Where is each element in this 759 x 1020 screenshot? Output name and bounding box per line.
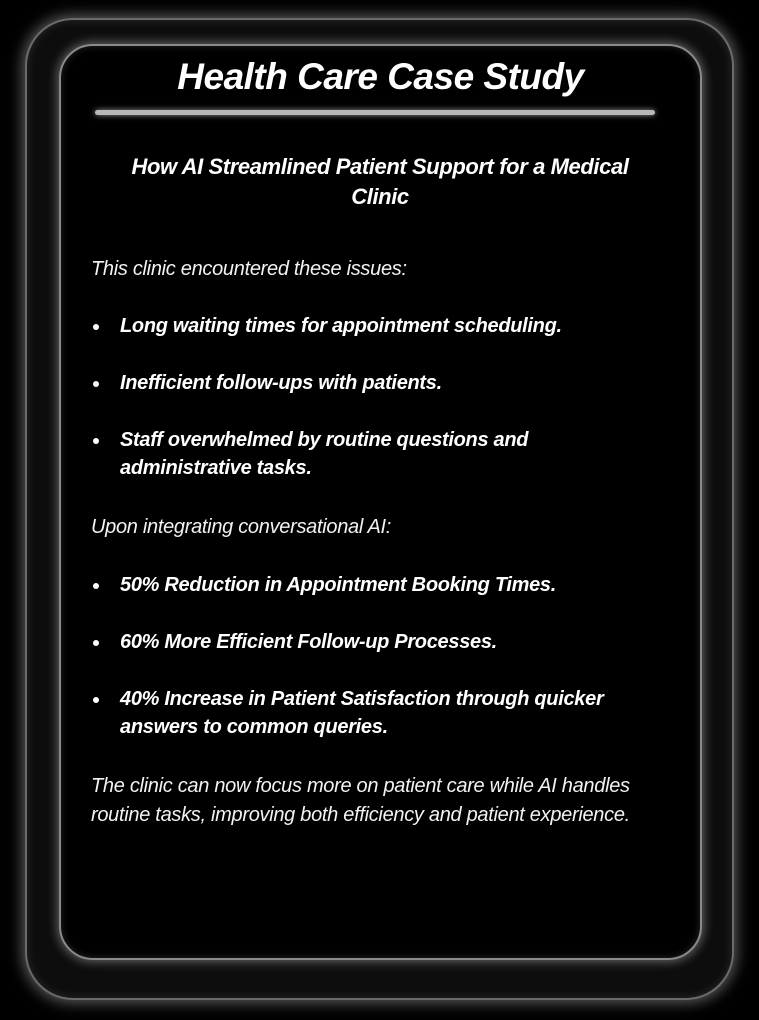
title-divider	[95, 110, 655, 115]
result-text: 60% More Efficient Follow-up Processes.	[120, 631, 497, 653]
card-subtitle: How AI Streamlined Patient Support for a Medical Clinic	[131, 154, 629, 209]
issue-item	[91, 312, 661, 340]
result-text: 40% Increase in Patient Satisfaction through quicker answers to common queries.	[120, 688, 604, 738]
issue-item	[91, 369, 661, 397]
conclusion-text: The clinic can now focus more on patient care while AI handles routine tasks, improving both efficiency and patient experience.	[91, 775, 630, 826]
results-intro: Upon integrating conversational AI:	[91, 516, 392, 538]
bullet-icon	[93, 381, 99, 387]
bullet-icon	[93, 697, 99, 703]
issues-intro: This clinic encountered these issues:	[91, 258, 407, 280]
card-title: Health Care Case Study	[177, 56, 584, 97]
result-item	[91, 571, 661, 599]
result-text: 50% Reduction in Appointment Booking Times.	[120, 574, 557, 596]
bullet-icon	[93, 640, 99, 646]
issue-text: Long waiting times for appointment scheduling.	[120, 315, 562, 337]
bullet-icon	[93, 438, 99, 444]
issue-text: Inefficient follow-ups with patients.	[120, 372, 442, 394]
results-list	[91, 571, 661, 741]
result-item	[91, 628, 661, 656]
bullet-icon	[93, 324, 99, 330]
issue-item	[91, 426, 661, 482]
result-item	[91, 685, 661, 741]
issue-text: Staff overwhelmed by routine questions and administrative tasks.	[120, 429, 529, 479]
issues-list	[91, 312, 661, 482]
bullet-icon	[93, 583, 99, 589]
